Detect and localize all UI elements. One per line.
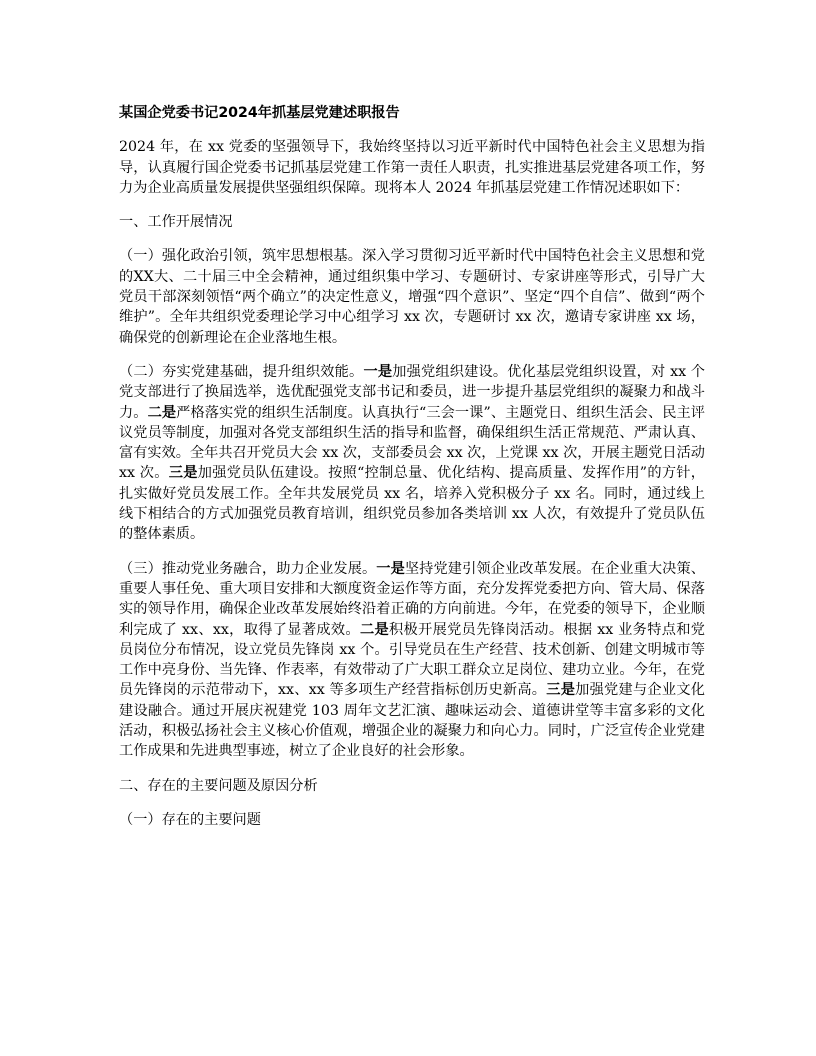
- point-marker-2: 二是: [359, 621, 390, 638]
- point-text-3: 加强党员队伍建设。按照“控制总量、优化结构、提高质量、发挥作用”的方针，扎实做好党员发展工作。全年共发展党员 xx 名，培养入党积极分子 xx 名。同时，通过线上线下相结合的方式加强党员教育培训，组织党员参加各类培训 xx 人次，有效提升了党员队伍的整体素质。: [119, 465, 705, 543]
- point-text-2: 严格落实党的组织生活制度。认真执行“三会一课”、主题党日、组织生活会、民主评议党员等制度，加强对各党支部组织生活的指导和监督，确保组织生活正常规范、严肃认真、富有实效。全年共召开党员大会 xx 次，支部委员会 xx 次，上党课 xx 次，开展主题党日活动 xx 次。: [119, 404, 705, 482]
- point-text-2: 积极开展党员先锋岗活动。根据 xx 业务特点和党员岗位分布情况，设立党员先锋岗 xx 个。引导党员在生产经营、技术创新、创建文明城市等工作中亮身份、当先锋、作表率，有效带动了广大职工群众立足岗位、建功立业。今年，在党员先锋岗的示范带动下，xx、xx 等多项生产经营指标创历史新高。: [119, 621, 705, 699]
- document-page: [119, 103, 705, 844]
- point-text-1: 加强党组织建设。优化基层党组织设置，对 xx 个党支部进行了换届选举，选优配强党支部书记和委员，进一步提升基层党组织的凝聚力和战斗力。: [119, 363, 705, 421]
- section-2-heading: 二、存在的主要问题及原因分析: [119, 777, 318, 794]
- subsection-1-3-paragraph: [119, 559, 705, 762]
- point-text-1: 坚持党建引领企业改革发展。在企业重大决策、重要人事任免、重大项目安排和大额度资金运作等方面，充分发挥党委把方向、管大局、保落实的领导作用，确保企业改革发展始终沿着正确的方向前进。今年，在党委的领导下，企业顺利完成了 xx、xx，取得了显著成效。: [119, 560, 705, 638]
- subsection-1-2-lead: （二）夯实党建基础，提升组织效能。: [119, 363, 364, 380]
- subsection-1-3-lead: （三）推动党业务融合，助力企业发展。: [119, 560, 377, 577]
- point-text-3: 加强党建与企业文化建设融合。通过开展庆祝建党 103 周年文艺汇演、趣味运动会、道德讲堂等丰富多彩的文化活动，积极弘扬社会主义核心价值观，增强企业的凝聚力和向心力。同时，广泛宣传企业党建工作成果和先进典型事迹，树立了企业良好的社会形象。: [119, 682, 705, 760]
- subsection-1-2-paragraph: [119, 362, 705, 545]
- point-marker-3: 三是: [546, 682, 576, 699]
- point-marker-3: 三是: [168, 465, 198, 482]
- point-marker-1: 一是: [363, 363, 393, 380]
- subsection-2-1-heading: （一）存在的主要问题: [119, 811, 261, 828]
- point-marker-1: 一是: [376, 560, 405, 577]
- intro-paragraph: 2024 年，在 xx 党委的坚强领导下，我始终坚持以习近平新时代中国特色社会主义思想为指导，认真履行国企党委书记抓基层党建工作第一责任人职责，扎实推进基层党建各项工作，努力为企业高质量发展提供坚强组织保障。现将本人 2024 年抓基层党建工作情况述职如下：: [119, 139, 705, 196]
- subsection-1-1-paragraph: （一）强化政治引领，筑牢思想根基。深入学习贯彻习近平新时代中国特色社会主义思想和党的XX大、二十届三中全会精神，通过组织集中学习、专题研讨、专家讲座等形式，引导广大党员干部深刻领悟“两个确立”的决定性意义，增强“四个意识”、坚定“四个自信”、做到“两个维护”。全年共组织党委理论学习中心组学习 xx 次，专题研讨 xx 次，邀请专家讲座 xx 场，确保党的创新理论在企业落地生根。: [119, 248, 705, 346]
- document-title: 某国企党委书记2024年抓基层党建述职报告: [119, 105, 400, 121]
- point-marker-2: 二是: [147, 404, 177, 421]
- section-1-heading: 一、工作开展情况: [119, 214, 233, 231]
